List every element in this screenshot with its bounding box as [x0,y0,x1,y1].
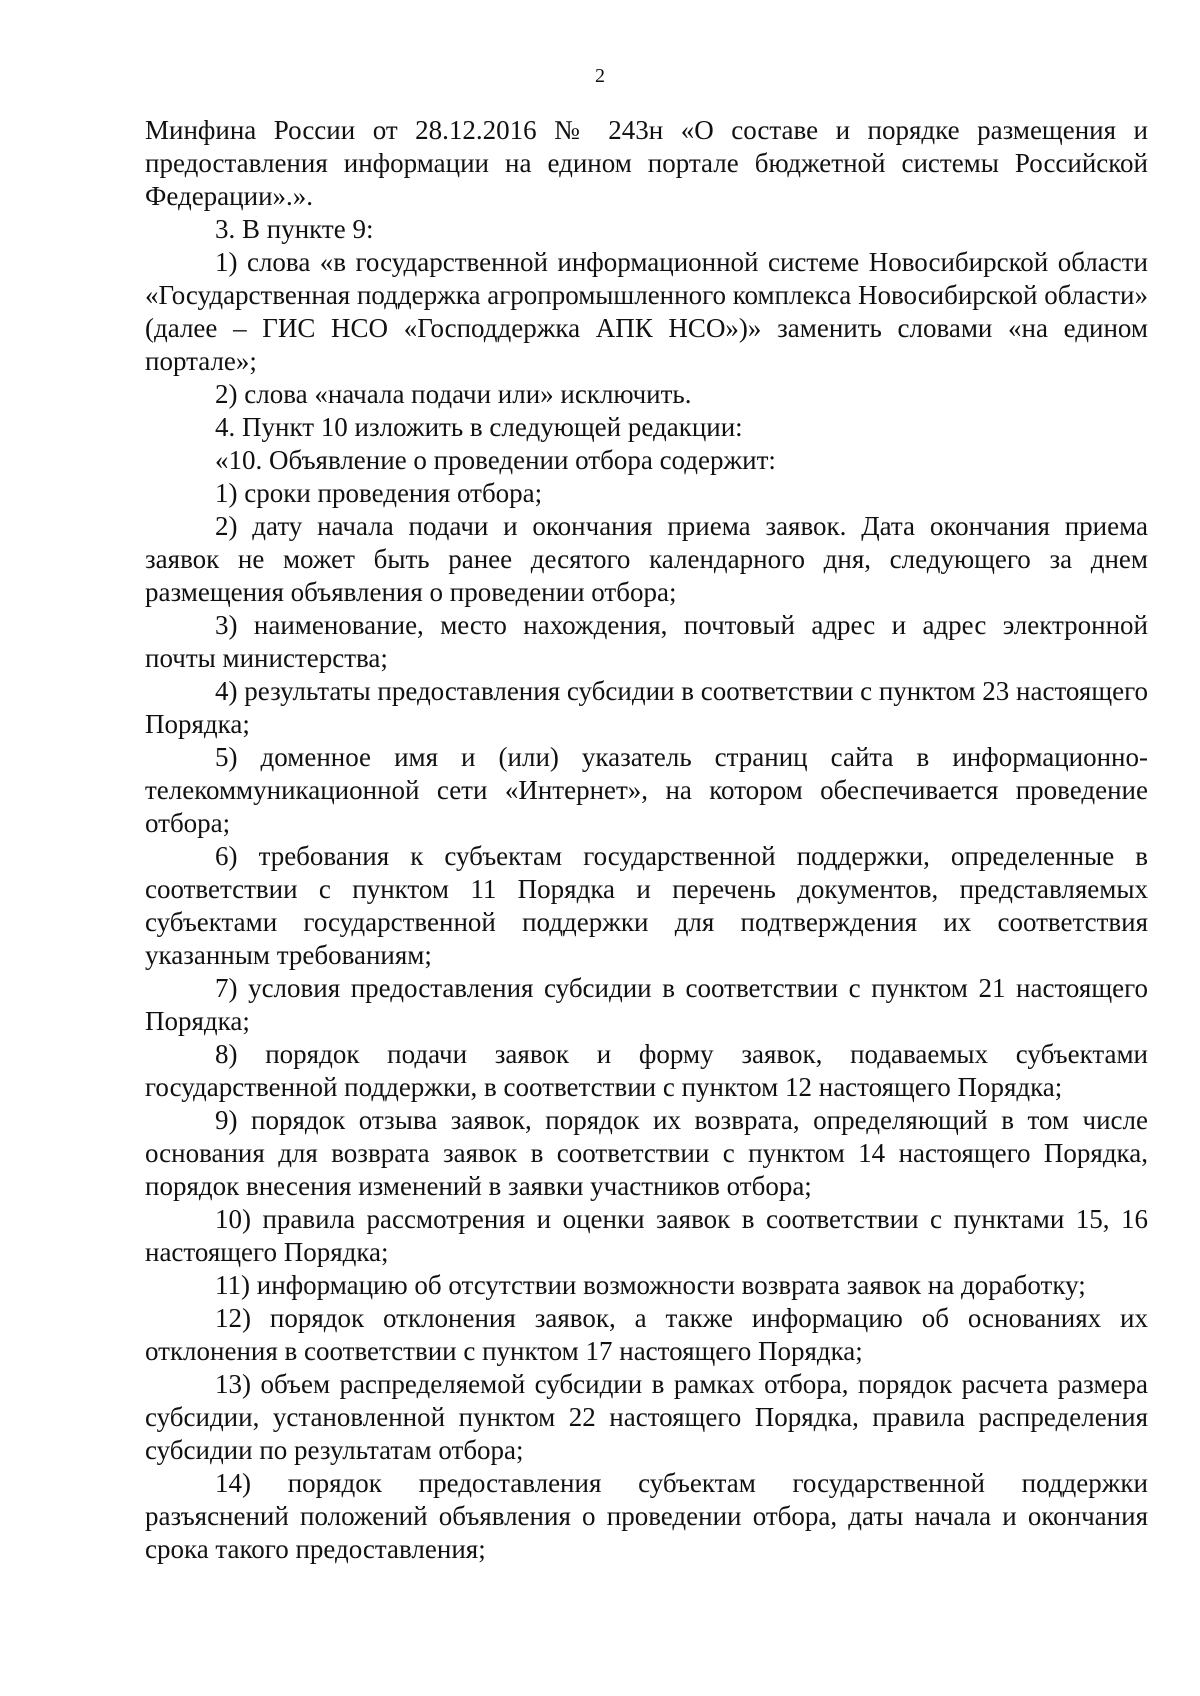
paragraph-item-4-heading: 4. Пункт 10 изложить в следующей редакции: [215,412,743,442]
paragraph-clause-10-4: 4) результаты предоставления субсидии в соответствии с пунктом 23 настоящего Порядка; [145,676,1148,739]
paragraph-item-3-1: 1) слова «в государственной информационной системе Новосибирской области «Государственная поддержка агропромышленного комплекса Новосибирской области» (далее – ГИС НСО «Господдержка АПК НСО»)» заменить словами «на едином портале»; [145,247,1148,376]
paragraph-clause-10-3: 3) наименование, место нахождения, почтовый адрес и адрес электронной почты министерства; [145,610,1148,673]
paragraph-clause-10-9: 9) порядок отзыва заявок, порядок их возврата, определяющий в том числе основания для возврата заявок в соответствии с пунктом 14 настоящего Порядка, порядок внесения изменений в заявки участников отбора; [145,1105,1148,1201]
page-number: 2 [595,65,605,87]
paragraph-clause-10-8: 8) порядок подачи заявок и форму заявок, подаваемых субъектами государственной поддержки, в соответствии с пунктом 12 настоящего Порядка; [145,1039,1148,1102]
paragraph-clause-10-6: 6) требования к субъектам государственной поддержки, определенные в соответствии с пунктом 11 Порядка и перечень документов, представляемых субъектами государственной поддержки для подтверждения их соответствия указанным требованиям; [145,841,1148,970]
paragraph-clause-10-1: 1) сроки проведения отбора; [215,478,543,508]
document-body [145,114,1148,1566]
paragraph-clause-10-heading: «10. Объявление о проведении отбора содержит: [215,445,776,475]
paragraph-item-3-heading: 3. В пункте 9: [215,214,374,244]
paragraph-clause-10-11: 11) информацию об отсутствии возможности возврата заявок на доработку; [215,1270,1086,1300]
paragraph-item-3-2: 2) слова «начала подачи или» исключить. [215,379,692,409]
paragraph-clause-10-2: 2) дату начала подачи и окончания приема заявок. Дата окончания приема заявок не может быть ранее десятого календарного дня, следующего за днем размещения объявления о проведении отбора; [145,511,1148,607]
paragraph-clause-10-13: 13) объем распределяемой субсидии в рамках отбора, порядок расчета размера субсидии, установленной пунктом 22 настоящего Порядка, правила распределения субсидии по результатам отбора; [145,1369,1148,1465]
paragraph-intro-continuation: Минфина России от 28.12.2016 № 243н «О составе и порядке размещения и предоставления информации на едином портале бюджетной системы Российской Федерации».». [145,115,1148,211]
paragraph-clause-10-5: 5) доменное имя и (или) указатель страниц сайта в информационно-телекоммуникационной сети «Интернет», на котором обеспечивается проведение отбора; [145,742,1148,838]
paragraph-clause-10-10: 10) правила рассмотрения и оценки заявок в соответствии с пунктами 15, 16 настоящего Порядка; [145,1204,1148,1267]
paragraph-clause-10-7: 7) условия предоставления субсидии в соответствии с пунктом 21 настоящего Порядка; [145,973,1148,1036]
paragraph-clause-10-12: 12) порядок отклонения заявок, а также информацию об основаниях их отклонения в соответствии с пунктом 17 настоящего Порядка; [145,1303,1148,1366]
paragraph-clause-10-14: 14) порядок предоставления субъектам государственной поддержки разъяснений положений объявления о проведении отбора, даты начала и окончания срока такого предоставления; [145,1468,1148,1564]
